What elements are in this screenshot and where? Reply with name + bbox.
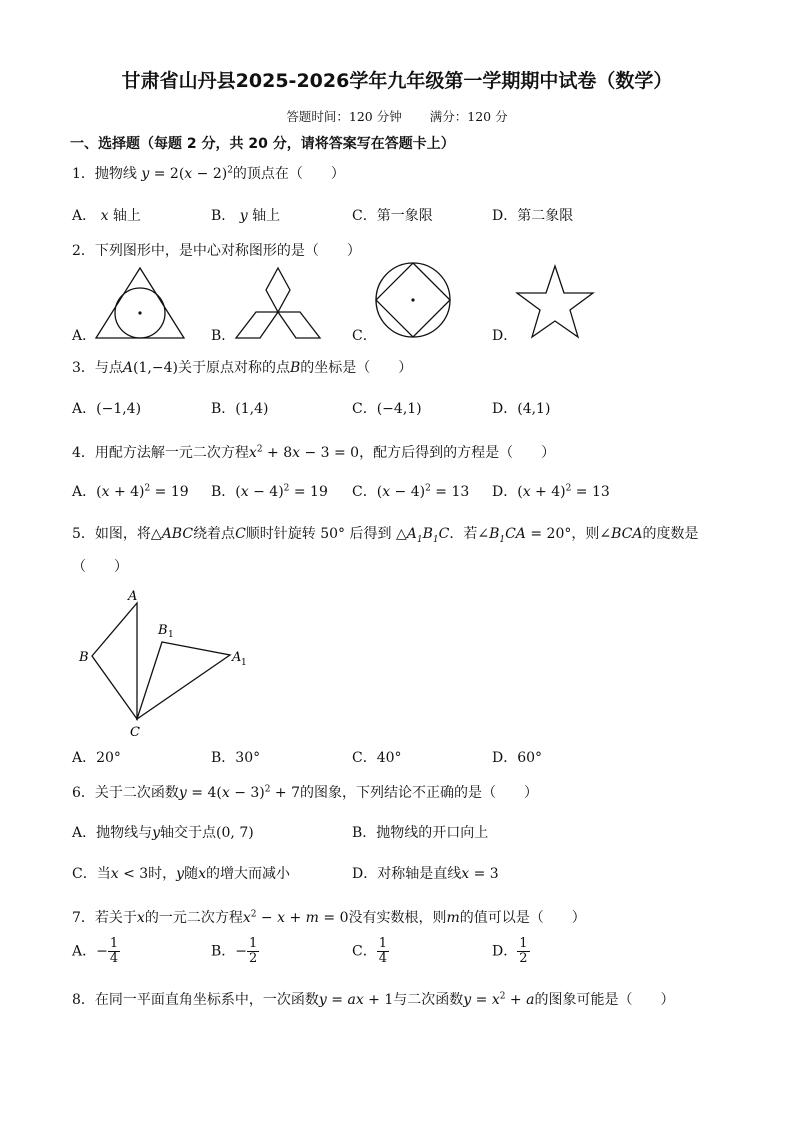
q4-option-c[interactable]: C．$(x - 4)^2 = 13$ [352,483,470,500]
question-2: 2．下列图形中，是中心对称图形的是（ ） [72,243,361,259]
question-4: 4．用配方法解一元二次方程$x^2 + 8x - 3 = 0$，配方后得到的方程是（ ） [72,444,556,461]
question-5-paren: （ ） [72,559,128,575]
q1-option-b[interactable]: B． y 轴上 [211,208,281,224]
formula: y [136,166,150,182]
point-a1-label: A [232,650,242,665]
point-b-label: B [79,650,89,665]
question-6: 6．关于二次函数$y = 4(x - 3)^2 + 7$的图象，下列结论不正确的是（ ） [72,784,539,801]
q3-option-d[interactable]: D．(4,1) [492,401,551,417]
q4-option-d[interactable]: D．$(x + 4)^2 = 13$ [492,483,610,500]
point-c-label: C [130,725,140,740]
q2-option-b[interactable]: B． [211,328,236,344]
q2-option-d[interactable]: D． [492,328,518,344]
q6-option-a[interactable]: A．抛物线与y轴交于点(0, 7) [72,825,254,841]
question-5: 5．如图，将△ABC绕着点C顺时针旋转 50° 后得到 $\triangle A_1B_1C$．若$\angle B_1CA = 20^\circ$，则∠BCA的度数是 [72,526,699,545]
q1-option-c[interactable]: C．第一象限 [352,208,433,224]
exam-score: 满分：120 分 [429,109,508,124]
q5-option-d[interactable]: D．60° [492,750,543,766]
q6-option-c[interactable]: C．当x < 3时，y随x的增大而减小 [72,866,290,882]
circle-square-figure [374,262,452,340]
q7-option-a[interactable]: A．− $\frac{1}{4}$ [72,936,119,966]
q4-option-a[interactable]: A．$(x + 4)^2 = 19$ [72,483,189,500]
q1-option-d[interactable]: D．第二象限 [492,208,574,224]
q7-option-c[interactable]: C． $\frac{1}{4}$ [352,936,387,966]
q3-option-b[interactable]: B．(1,4) [211,401,269,417]
q5-option-a[interactable]: A．20° [72,750,121,766]
point-b1-label: B [158,623,168,638]
triangle-incircle-figure [94,266,186,340]
q3-option-a[interactable]: A．(−1,4) [72,401,142,417]
svg-text:1: 1 [241,658,247,668]
exam-time: 答题时间：120 分钟 [286,109,402,124]
star-figure [515,264,595,340]
q2-option-a[interactable]: A． [72,328,97,344]
q6-option-d[interactable]: D．对称轴是直线x = 3 [352,866,499,882]
q5-option-b[interactable]: B．30° [211,750,261,766]
exam-meta [0,107,794,125]
q7-option-d[interactable]: D． $\frac{1}{2}$ [492,936,528,966]
three-rhombus-figure [234,266,322,340]
section-heading: 一、选择题（每题 2 分，共 20 分，请将答案写在答题卡上） [70,136,455,152]
q4-option-b[interactable]: B．$(x - 4)^2 = 19$ [211,483,328,500]
rotation-figure [76,590,256,750]
question-3: 3．与点A(1,−4)关于原点对称的点B的坐标是（ ） [72,360,413,376]
q3-option-c[interactable]: C．(−4,1) [352,401,422,417]
point-a-label: A [128,589,138,604]
page-title: 甘肃省山丹县2025-2026学年九年级第一学期期中试卷（数学） [121,70,673,92]
q2-option-c[interactable]: C． [352,328,377,344]
q7-option-b[interactable]: B．− $\frac{1}{2}$ [211,936,258,966]
svg-text:1: 1 [168,630,174,640]
question-1: 1．抛物线 $y = 2(x - 2)^2$的顶点在（ ） [72,165,345,182]
q5-option-c[interactable]: C．40° [352,750,402,766]
q6-option-b[interactable]: B．抛物线的开口向上 [352,825,489,841]
q1-option-a[interactable]: A． x 轴上 [72,208,141,224]
question-8: 8．在同一平面直角坐标系中，一次函数y = ax + 1与二次函数$y = x^2 + a$的图象可能是（ ） [72,991,675,1008]
question-7: 7．若关于x的一元二次方程$x^2 - x + m = 0$没有实数根，则m的值可以是（ ） [72,909,586,926]
